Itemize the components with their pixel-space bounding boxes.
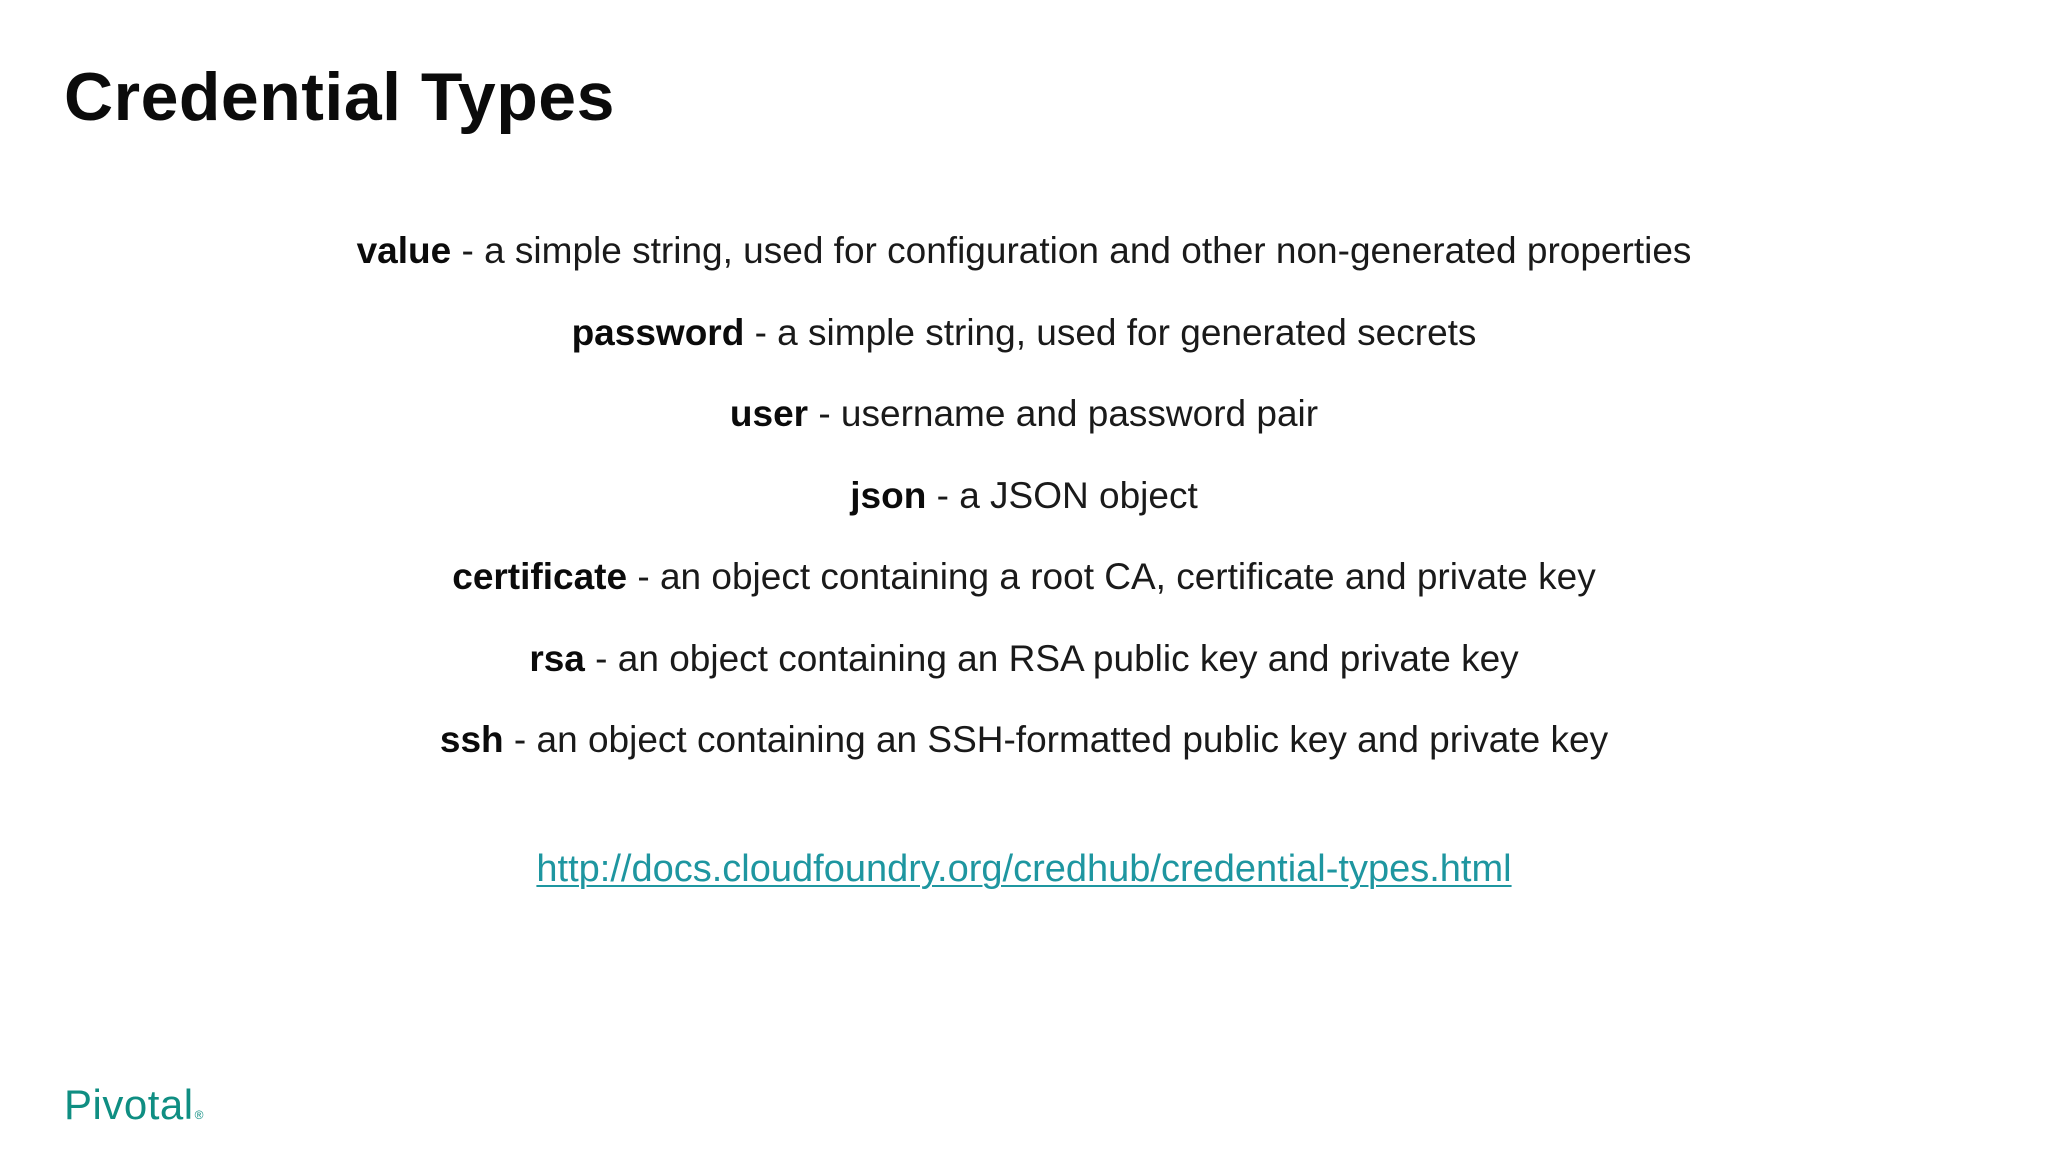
- credential-type-user: [0, 385, 2048, 467]
- credential-type-name: password: [571, 311, 745, 353]
- credential-type-name: user: [729, 393, 809, 434]
- credential-type-json: [0, 467, 2048, 549]
- credential-type-description: - an object containing a root CA, certificate and private key: [627, 556, 1596, 597]
- credential-type-description: - a simple string, used for generated secrets: [744, 311, 1477, 353]
- credential-types-docs-link[interactable]: http://docs.cloudfoundry.org/credhub/credential-types.html: [536, 848, 1512, 890]
- credential-type-name: ssh: [439, 719, 504, 760]
- pivotal-logo: [64, 1080, 204, 1140]
- credential-type-password: [0, 304, 2048, 386]
- credential-type-description: - an object containing an SSH-formatted public key and private key: [503, 719, 1609, 760]
- slide-title: Credential Types: [64, 59, 615, 135]
- credential-type-name: json: [850, 474, 927, 516]
- credential-type-description: - an object containing an RSA public key and private key: [584, 637, 1519, 679]
- credential-type-name: rsa: [529, 637, 585, 679]
- credential-type-description: - username and password pair: [808, 393, 1319, 434]
- credential-type-description: - a simple string, used for configuration and other non-generated properties: [451, 230, 1692, 271]
- credential-type-ssh: [0, 711, 2048, 793]
- credential-types-list: [0, 222, 2048, 793]
- credential-type-description: - a JSON object: [926, 474, 1198, 516]
- credential-type-name: certificate: [452, 556, 628, 597]
- registered-mark: ®: [194, 1108, 204, 1122]
- credential-type-name: value: [356, 230, 452, 271]
- credential-type-value: [0, 222, 2048, 304]
- credential-type-rsa: [0, 630, 2048, 712]
- docs-link-row: [0, 840, 2048, 898]
- brand-name: Pivotal: [64, 1081, 194, 1128]
- credential-type-certificate: [0, 548, 2048, 630]
